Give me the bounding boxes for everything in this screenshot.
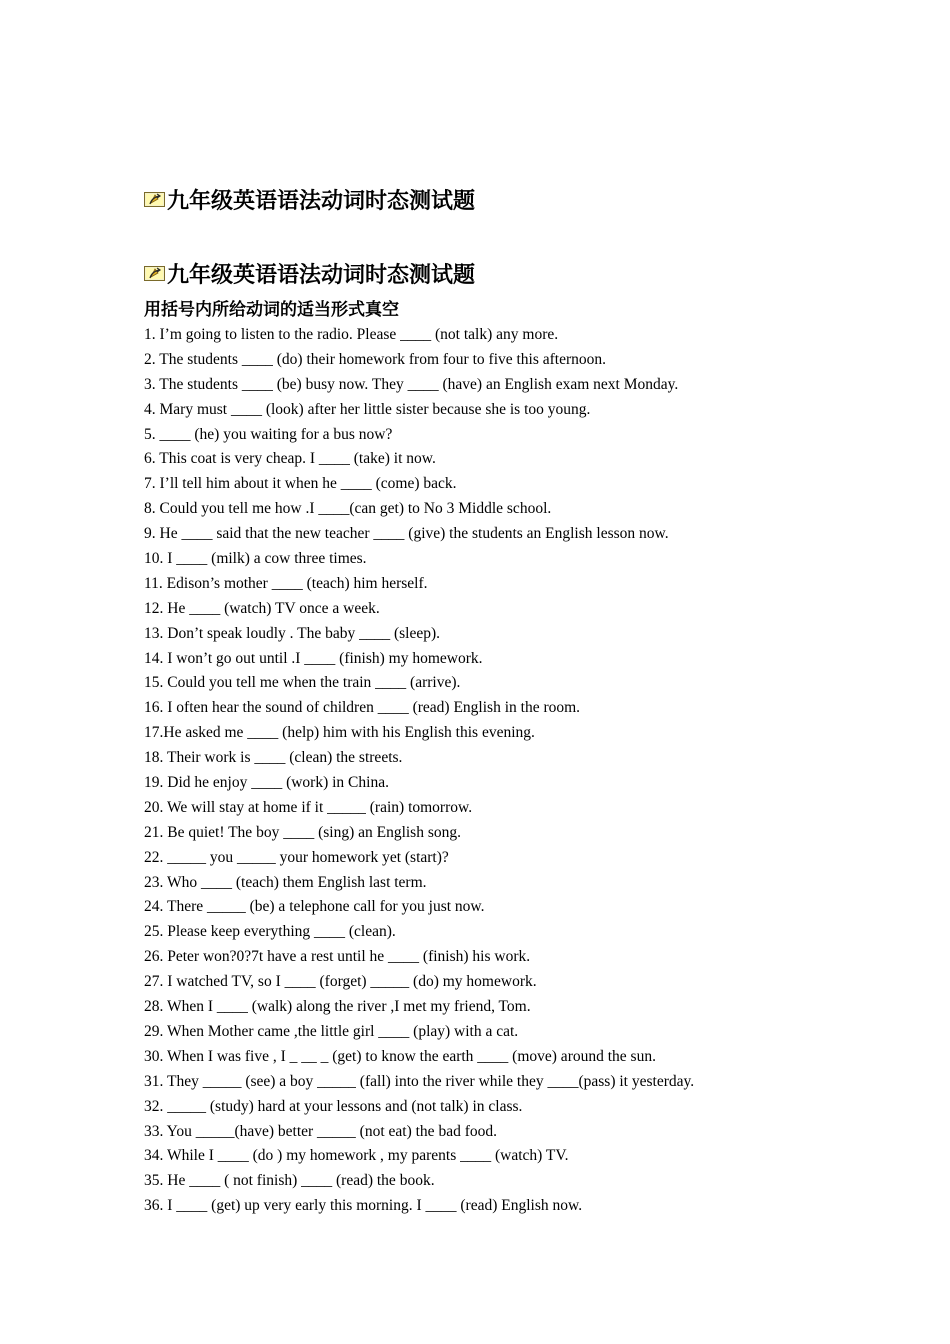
document-link-icon[interactable] — [144, 190, 166, 208]
question-item: 23. Who ____ (teach) them English last term. — [144, 873, 427, 891]
question-item: 16. I often hear the sound of children ____ (read) English in the room. — [144, 699, 581, 717]
question-item: 21. Be quiet! The boy ____ (sing) an English song. — [144, 823, 462, 841]
question-item: 6. This coat is very cheap. I ____ (take) it now. — [144, 450, 436, 468]
question-item: 13. Don’t speak loudly . The baby ____ (sleep). — [144, 624, 441, 642]
question-item: 11. Edison’s mother ____ (teach) him herself. — [144, 574, 428, 592]
question-item: 30. When I was five , I _ __ _ (get) to know the earth ____ (move) around the sun. — [144, 1047, 656, 1065]
question-item: 19. Did he enjoy ____ (work) in China. — [144, 774, 389, 792]
question-item: 10. I ____ (milk) a cow three times. — [144, 550, 367, 568]
question-item: 2. The students ____ (do) their homework from four to five this afternoon. — [144, 350, 607, 368]
document-title-text: 九年级英语语法动词时态测试题 — [167, 262, 476, 288]
question-item: 5. ____ (he) you waiting for a bus now? — [144, 425, 393, 443]
question-item: 4. Mary must ____ (look) after her little sister because she is too young. — [144, 400, 591, 418]
question-item: 17.He asked me ____ (help) him with his English this evening. — [144, 724, 535, 742]
question-item: 3. The students ____ (be) busy now. They ____ (have) an English exam next Monday. — [144, 375, 679, 393]
question-item: 9. He ____ said that the new teacher ____ (give) the students an English lesson now. — [144, 525, 669, 543]
question-item: 26. Peter won?0?7t have a rest until he ____ (finish) his work. — [144, 948, 531, 966]
question-item: 35. He ____ ( not finish) ____ (read) the book. — [144, 1172, 435, 1190]
question-item: 24. There _____ (be) a telephone call for you just now. — [144, 898, 485, 916]
document-link-icon[interactable] — [144, 264, 166, 282]
question-item: 12. He ____ (watch) TV once a week. — [144, 599, 380, 617]
question-item: 32. _____ (study) hard at your lessons and (not talk) in class. — [144, 1097, 523, 1115]
question-item: 29. When Mother came ,the little girl ____ (play) with a cat. — [144, 1022, 519, 1040]
document-title-first — [144, 184, 475, 214]
question-item: 34. While I ____ (do ) my homework , my parents ____ (watch) TV. — [144, 1147, 569, 1165]
question-item: 31. They _____ (see) a boy _____ (fall) into the river while they ____(pass) it yesterday. — [144, 1072, 695, 1090]
question-item: 27. I watched TV, so I ____ (forget) _____ (do) my homework. — [144, 973, 537, 991]
question-item: 22. _____ you _____ your homework yet (start)? — [144, 848, 449, 866]
document-title-second — [144, 258, 475, 288]
question-list — [144, 323, 694, 1219]
question-item: 8. Could you tell me how .I ____(can get) to No 3 Middle school. — [144, 500, 552, 518]
question-item: 33. You _____(have) better _____ (not eat) the bad food. — [144, 1122, 497, 1140]
question-item: 7. I’ll tell him about it when he ____ (come) back. — [144, 475, 457, 493]
question-item: 36. I ____ (get) up very early this morning. I ____ (read) English now. — [144, 1197, 583, 1215]
question-item: 20. We will stay at home if it _____ (rain) tomorrow. — [144, 798, 473, 816]
exercise-instruction: 用括号内所给动词的适当形式真空 — [144, 300, 399, 320]
question-item: 28. When I ____ (walk) along the river ,I met my friend, Tom. — [144, 998, 531, 1016]
question-item: 15. Could you tell me when the train ____ (arrive). — [144, 674, 461, 692]
question-item: 14. I won’t go out until .I ____ (finish) my homework. — [144, 649, 483, 667]
question-item: 25. Please keep everything ____ (clean). — [144, 923, 396, 941]
document-title-text: 九年级英语语法动词时态测试题 — [167, 188, 476, 214]
question-item: 18. Their work is ____ (clean) the streets. — [144, 749, 403, 767]
question-item: 1. I’m going to listen to the radio. Please ____ (not talk) any more. — [144, 326, 559, 343]
